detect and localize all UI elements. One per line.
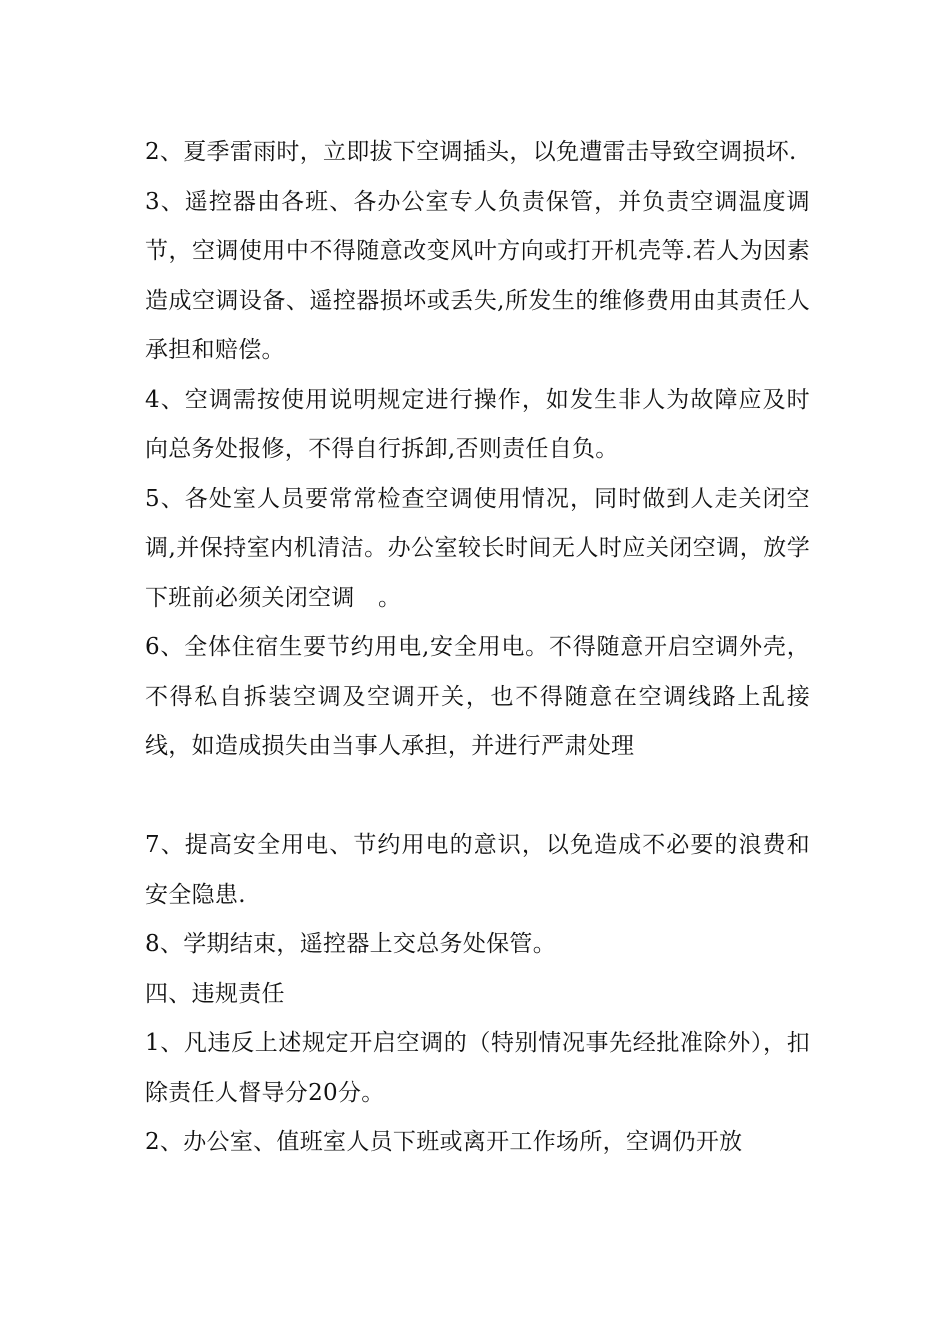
paragraph-violation-2: 2、办公室、值班室人员下班或离开工作场所，空调仍开放 — [145, 1129, 743, 1155]
paragraph-rule-3-remote-control: 3、遥控器由各班、各办公室专人负责保管，并负责空调温度调节，空调使用中不得随意改变风叶方向或打开机壳等.若人为因素造成空调设备、遥控器损坏或丢失,所发生的维修费用由其责任人承担和赔偿。 — [145, 188, 810, 363]
paragraph-rule-8-semester-end: 8、学期结束，遥控器上交总务处保管。 — [145, 931, 557, 957]
section-heading-violations: 四、违规责任 — [145, 980, 285, 1007]
document-body — [145, 128, 810, 1168]
paragraph-rule-7-awareness: 7、提高安全用电、节约用电的意识，以免造成不必要的浪费和安全隐患. — [145, 832, 810, 908]
paragraph-rule-4-operation: 4、空调需按使用说明规定进行操作，如发生非人为故障应及时向总务处报修，不得自行拆卸,否则责任自负。 — [145, 386, 810, 462]
paragraph-rule-5-office-check: 5、各处室人员要常常检查空调使用情况，同时做到人走关闭空调,并保持室内机清洁。办公室较长时间无人时应关闭空调，放学下班前必须关闭空调 。 — [145, 485, 810, 611]
paragraph-rule-2-summer-thunderstorm: 2、夏季雷雨时，立即拔下空调插头，以免遭雷击导致空调损坏. — [145, 139, 797, 165]
paragraph-rule-6-dormitory: 6、全体住宿生要节约用电,安全用电。不得随意开启空调外壳，不得私自拆装空调及空调开关，也不得随意在空调线路上乱接线，如造成损失由当事人承担，并进行严肃处理 — [145, 634, 810, 759]
paragraph-violation-1: 1、凡违反上述规定开启空调的（特别情况事先经批准除外），扣除责任人督导分20分。 — [145, 1030, 810, 1106]
